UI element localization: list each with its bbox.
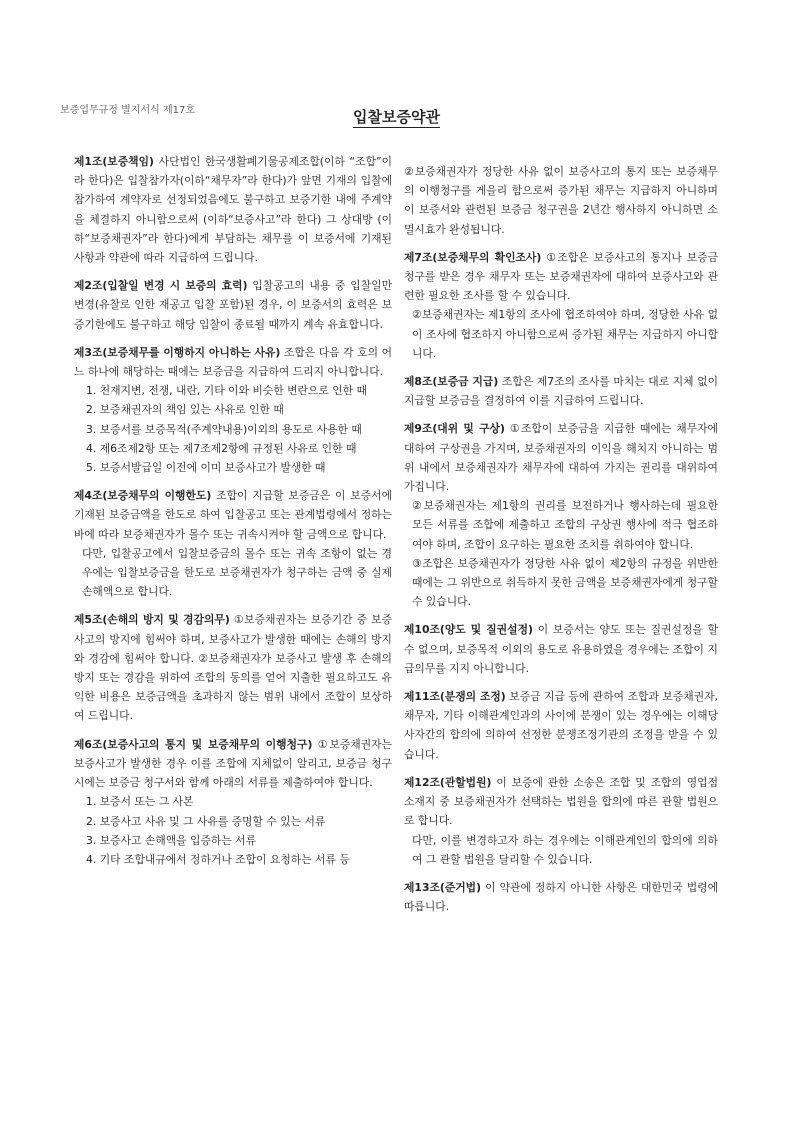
article-heading: 제7조(보증채무의 확인조사) — [404, 250, 542, 264]
article — [74, 610, 392, 725]
article-paragraph — [404, 372, 718, 410]
article-heading: 제11조(분쟁의 조정) — [404, 690, 506, 704]
article-item: 다만, 이를 변경하고자 하는 경우에는 이해관계인의 합의에 의하여 그 관할 법원을 달리할 수 있습니다. — [412, 833, 718, 866]
article-item: 다만, 입찰공고에서 입찰보증금의 몰수 또는 귀속 조항이 없는 경우에는 입찰보증금을 한도로 보증채권자가 청구하는 금액 중 실제 손해액으로 합니다. — [82, 546, 392, 599]
article-paragraph — [404, 687, 718, 764]
article-paragraph — [74, 486, 392, 544]
article — [404, 248, 718, 363]
article-text: 보증금 지급 등에 관하여 조합과 보증채권자, 채무자, 기타 이해관계인과의 사이에 분쟁이 있는 경우에는 이해당사자간의 합의에 의하여 선정한 분쟁조정기관의 조정을 받을 수 있습니다. — [404, 690, 718, 761]
article-heading: 제12조(관할법원) — [404, 775, 492, 789]
article-item: ②보증채권자는 제1항의 조사에 협조하여야 하며, 정당한 사유 없이 조사에 협조하지 아니함으로써 증가된 채무는 지급하지 아니합니다. — [412, 308, 718, 360]
article-text: ①조합이 보증금을 지급한 때에는 채무자에 대하여 구상권을 가지며, 보증채권자의 이익을 해치지 아니하는 범위 내에서 보증채권자가 채무자에 대하여 가지는 권리를 대위하여 가집니다. — [404, 422, 718, 494]
article-text: 입찰공고의 내용 중 입찰일만 변경(유찰로 인한 재공고 입찰 포함)된 경우, 이 보증서의 효력은 보증기한에도 불구하고 해당 입찰이 종료될 때까지 계속 유효합니다. — [74, 279, 393, 331]
article-heading: 제2조(입찰일 변경 시 보증의 효력) — [74, 279, 248, 293]
article-text: ①보증채권자는 보증기간 중 보증사고의 방지에 힘써야 하며, 보증사고가 발생한 때에는 손해의 방지와 경감에 힘써야 합니다. ②보증채권자가 보증사고 발생 후 손해의 방지 또는 경감을 위하여 조합의 동의를 얻어 지출한 필요하고도 유익한 비용은 보증금액을 초과하지 않는 범위 내에서 조합이 보상하여 드립니다. — [74, 613, 393, 723]
article-heading: 제5조(손해의 방지 및 경감의무) — [74, 613, 230, 627]
article-paragraph — [404, 620, 718, 678]
article-paragraph — [404, 419, 718, 496]
article — [404, 620, 718, 678]
article-paragraph — [74, 610, 392, 725]
article — [74, 735, 392, 869]
article-heading: 제10조(양도 및 질권설정) — [404, 623, 533, 637]
article — [404, 878, 718, 916]
page-title — [0, 106, 793, 127]
article — [74, 343, 392, 477]
article — [74, 276, 392, 334]
article-text: 사단법인 한국생활폐기물공제조합(이하 “조합”이라 한다)은 입찰참가자(이하“채무자”라 한다)가 앞면 기재의 입찰에 참가하여 계약자로 선정되었음에도 불구하고 보증기한 내에 주계약을 체결하지 아니함으로써 (이하“보증사고”라 한다) 그 상대방 (이하“보증채권자”라 한다)에게 부담하는 채무를 이 보증서에 기재된 사항과 약관에 따라 지급하여 드립니다. — [74, 155, 393, 265]
article-text: ②보증채권자가 정당한 사유 없이 보증사고의 통지 또는 보증채무의 이행청구를 게을리 함으로써 증가된 채무는 지급하지 아니하며 이 보증서와 관련된 보증금 청구권을 2년간 행사하지 아니하면 소멸시효가 완성됩니다. — [404, 165, 718, 236]
article-paragraph — [404, 162, 718, 239]
article-item: 4. 제6조제2항 또는 제7조제2항에 규정된 사유로 인한 때 — [86, 441, 357, 455]
article-item: ③조합은 보증채권자가 정당한 사유 없이 제2항의 규정을 위반한 때에는 그 위반으로 취득하지 못한 금액을 보증채권자에게 청구할 수 있습니다. — [412, 556, 718, 609]
article-heading: 제4조(보증채무의 이행한도) — [74, 489, 212, 503]
article-paragraph — [404, 248, 718, 306]
article-item: 2. 보증사고 사유 및 그 사유를 증명할 수 있는 서류 — [86, 814, 326, 828]
form-number: 보증업무규정 별지서식 제17호 — [60, 105, 196, 116]
article-heading: 제9조(대위 및 구상) — [404, 422, 505, 436]
article-heading: 제1조(보증책임) — [74, 155, 154, 168]
article-item: 3. 보증서를 보증목적(주계약내용)이외의 용도로 사용한 때 — [86, 422, 362, 436]
article-paragraph — [74, 152, 392, 267]
article-item: 4. 기타 조합내규에서 정하거나 조합이 요청하는 서류 등 — [86, 852, 350, 866]
article-paragraph — [74, 343, 392, 381]
left-column — [74, 152, 392, 878]
article-paragraph — [74, 735, 392, 793]
article — [404, 372, 718, 410]
article-item: 3. 보증사고 손해액을 입증하는 서류 — [86, 833, 257, 847]
article-item: 2. 보증채권자의 책임 있는 사유로 인한 때 — [86, 403, 284, 417]
article-text: 조합은 제7조의 조사를 마치는 대로 지체 없이 지급할 보증금을 결정하여 이를 지급하여 드립니다. — [404, 375, 719, 408]
article-text: 이 보증에 관한 소송은 조합 및 조합의 영업점 소재지 중 보증채권자가 선택하는 법원을 합의에 따른 관할 법원으로 합니다. — [404, 775, 719, 828]
article — [74, 486, 392, 601]
article — [404, 687, 718, 764]
article-text: ①보증채권자는 보증사고가 발생한 경우 이를 조합에 지체없이 알리고, 보증금 청구 시에는 보증금 청구서와 함께 아래의 서류를 제출하여야 합니다. — [74, 737, 392, 790]
article-text: 조합이 지급할 보증금은 이 보증서에 기재된 보증금액을 한도로 하여 입찰공고 또는 관계법령에서 정하는 바에 따라 보증채권자가 몰수 또는 귀속시켜야 할 금액으로 합니다. — [74, 489, 392, 541]
article — [74, 152, 392, 267]
article-heading: 제3조(보증채무를 이행하지 아니하는 사유) — [74, 345, 281, 359]
article-text: ①조합은 보증사고의 통지나 보증금 청구를 받은 경우 채무자 또는 보증채권자에 대하여 보증사고와 관련한 필요한 조사를 할 수 있습니다. — [404, 250, 719, 303]
article-paragraph — [74, 276, 392, 334]
article-text: 조합은 다음 각 호의 어느 하나에 해당하는 때에는 보증금을 지급하여 드리지 아니합니다. — [74, 345, 392, 379]
article-paragraph — [404, 773, 718, 831]
right-column — [404, 162, 718, 925]
article-text: 이 약관에 정하지 아니한 사항은 대한민국 법령에 따릅니다. — [404, 880, 719, 914]
article-item: 1. 보증서 또는 그 사본 — [86, 795, 194, 809]
article-heading: 제6조(보증사고의 통지 및 보증채무의 이행청구) — [74, 737, 313, 751]
article-heading: 제8조(보증금 지급) — [404, 375, 499, 389]
article — [404, 419, 718, 611]
article — [404, 773, 718, 869]
article-text: 이 보증서는 양도 또는 질권설정을 할 수 없으며, 보증목적 이외의 용도로 유용하였을 경우에는 조합이 지급의무를 지지 아니합니다. — [404, 623, 719, 675]
article-item: 1. 천재지변, 전쟁, 내란, 기타 이와 비슷한 변란으로 인한 때 — [86, 384, 367, 398]
article-paragraph — [404, 878, 718, 916]
article — [404, 162, 718, 239]
article-item: ②보증채권자는 제1항의 권리를 보전하거나 행사하는데 필요한 모든 서류를 조합에 제출하고 조합의 구상권 행사에 적극 협조하여야 하며, 조합이 요구하는 필요한 조치를 취하여야 합니다. — [412, 499, 718, 551]
title-text: 입찰보증약관 — [353, 108, 440, 126]
article-item: 5. 보증서발급일 이전에 이미 보증사고가 발생한 때 — [86, 461, 326, 475]
article-heading: 제13조(준거법) — [404, 880, 482, 894]
